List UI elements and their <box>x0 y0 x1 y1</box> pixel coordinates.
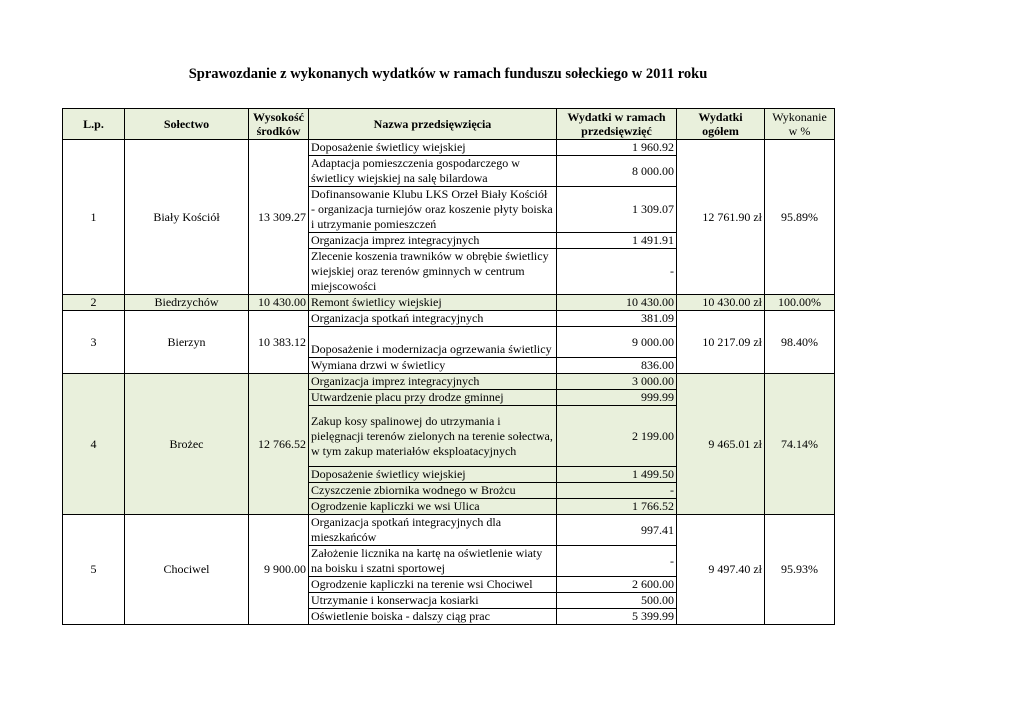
header-wydatki-ramach: Wydatki w ramach przedsięwzięć <box>557 109 677 140</box>
task-name: Organizacja imprez integracyjnych <box>309 374 557 390</box>
header-wykonanie: Wykonanie w % <box>765 109 835 140</box>
task-name: Wymiana drzwi w świetlicy <box>309 358 557 374</box>
task-amount: 999.99 <box>557 390 677 406</box>
task-amount: 997.41 <box>557 515 677 546</box>
task-amount: 8 000.00 <box>557 156 677 187</box>
village-name: Biedrzychów <box>125 295 249 311</box>
task-name: Doposażenie i modernizacja ogrzewania świetlicy <box>309 327 557 358</box>
task-name: Doposażenie świetlicy wiejskiej <box>309 467 557 483</box>
header-lp: L.p. <box>63 109 125 140</box>
task-name: Adaptacja pomieszczenia gospodarczego w świetlicy wiejskiej na salę bilardowa <box>309 156 557 187</box>
expenses-table <box>62 108 835 625</box>
header-nazwa: Nazwa przedsięwzięcia <box>309 109 557 140</box>
task-name: Dofinansowanie Klubu LKS Orzeł Biały Kościół - organizacja turniejów oraz koszenie płyty boiska i utrzymanie pomieszczeń <box>309 187 557 233</box>
task-amount: 2 199.00 <box>557 406 677 467</box>
village-percent: 95.93% <box>765 515 835 625</box>
header-wysokosc: Wysokość środków <box>249 109 309 140</box>
village-lp: 1 <box>63 140 125 295</box>
village-percent: 74.14% <box>765 374 835 515</box>
village-lp: 5 <box>63 515 125 625</box>
task-amount: 5 399.99 <box>557 609 677 625</box>
task-amount: 1 499.50 <box>557 467 677 483</box>
task-name: Ogrodzenie kapliczki we wsi Ulica <box>309 499 557 515</box>
task-name: Zakup kosy spalinowej do utrzymania i pielęgnacji terenów zielonych na terenie sołectwa, w tym zakup materiałów eksploatacyjnych <box>309 406 557 467</box>
task-name: Organizacja spotkań integracyjnych dla mieszkańców <box>309 515 557 546</box>
task-amount: 2 600.00 <box>557 577 677 593</box>
village-lp: 4 <box>63 374 125 515</box>
task-name: Remont świetlicy wiejskiej <box>309 295 557 311</box>
task-name: Organizacja imprez integracyjnych <box>309 233 557 249</box>
task-amount: 1 491.91 <box>557 233 677 249</box>
task-amount: 3 000.00 <box>557 374 677 390</box>
table-row <box>63 140 835 156</box>
task-amount: - <box>557 249 677 295</box>
village-total: 9 465.01 zł <box>677 374 765 515</box>
task-name: Oświetlenie boiska - dalszy ciąg prac <box>309 609 557 625</box>
village-name: Chociwel <box>125 515 249 625</box>
village-funds: 13 309.27 <box>249 140 309 295</box>
report-title: Sprawozdanie z wykonanych wydatków w ramach funduszu sołeckiego w 2011 roku <box>188 66 708 82</box>
village-total: 9 497.40 zł <box>677 515 765 625</box>
table-row <box>63 311 835 327</box>
village-percent: 100.00% <box>765 295 835 311</box>
village-lp: 3 <box>63 311 125 374</box>
table-row <box>63 374 835 390</box>
task-name: Utwardzenie placu przy drodze gminnej <box>309 390 557 406</box>
task-amount: 9 000.00 <box>557 327 677 358</box>
village-name: Brożec <box>125 374 249 515</box>
header-solectwo: Sołectwo <box>125 109 249 140</box>
village-total: 10 217.09 zł <box>677 311 765 374</box>
task-amount: 1 766.52 <box>557 499 677 515</box>
header-wydatki-ogolem: Wydatki ogółem <box>677 109 765 140</box>
village-total: 10 430.00 zł <box>677 295 765 311</box>
village-percent: 98.40% <box>765 311 835 374</box>
task-amount: 10 430.00 <box>557 295 677 311</box>
village-funds: 10 430.00 <box>249 295 309 311</box>
task-amount: - <box>557 546 677 577</box>
village-percent: 95.89% <box>765 140 835 295</box>
task-amount: 1 960.92 <box>557 140 677 156</box>
task-name: Założenie licznika na kartę na oświetlenie wiaty na boisku i szatni sportowej <box>309 546 557 577</box>
task-amount: 381.09 <box>557 311 677 327</box>
village-funds: 9 900.00 <box>249 515 309 625</box>
village-name: Bierzyn <box>125 311 249 374</box>
village-funds: 10 383.12 <box>249 311 309 374</box>
table-row <box>63 295 835 311</box>
table-row <box>63 515 835 546</box>
task-amount: - <box>557 483 677 499</box>
task-amount: 500.00 <box>557 593 677 609</box>
village-name: Biały Kościół <box>125 140 249 295</box>
task-name: Ogrodzenie kapliczki na terenie wsi Chociwel <box>309 577 557 593</box>
village-total: 12 761.90 zł <box>677 140 765 295</box>
task-amount: 1 309.07 <box>557 187 677 233</box>
task-name: Utrzymanie i konserwacja kosiarki <box>309 593 557 609</box>
table-header-row <box>63 109 835 140</box>
task-name: Doposażenie świetlicy wiejskiej <box>309 140 557 156</box>
task-name: Czyszczenie zbiornika wodnego w Brożcu <box>309 483 557 499</box>
task-name: Zlecenie koszenia trawników w obrębie świetlicy wiejskiej oraz terenów gminnych w centrum miejscowości <box>309 249 557 295</box>
task-name: Organizacja spotkań integracyjnych <box>309 311 557 327</box>
task-amount: 836.00 <box>557 358 677 374</box>
village-lp: 2 <box>63 295 125 311</box>
village-funds: 12 766.52 <box>249 374 309 515</box>
